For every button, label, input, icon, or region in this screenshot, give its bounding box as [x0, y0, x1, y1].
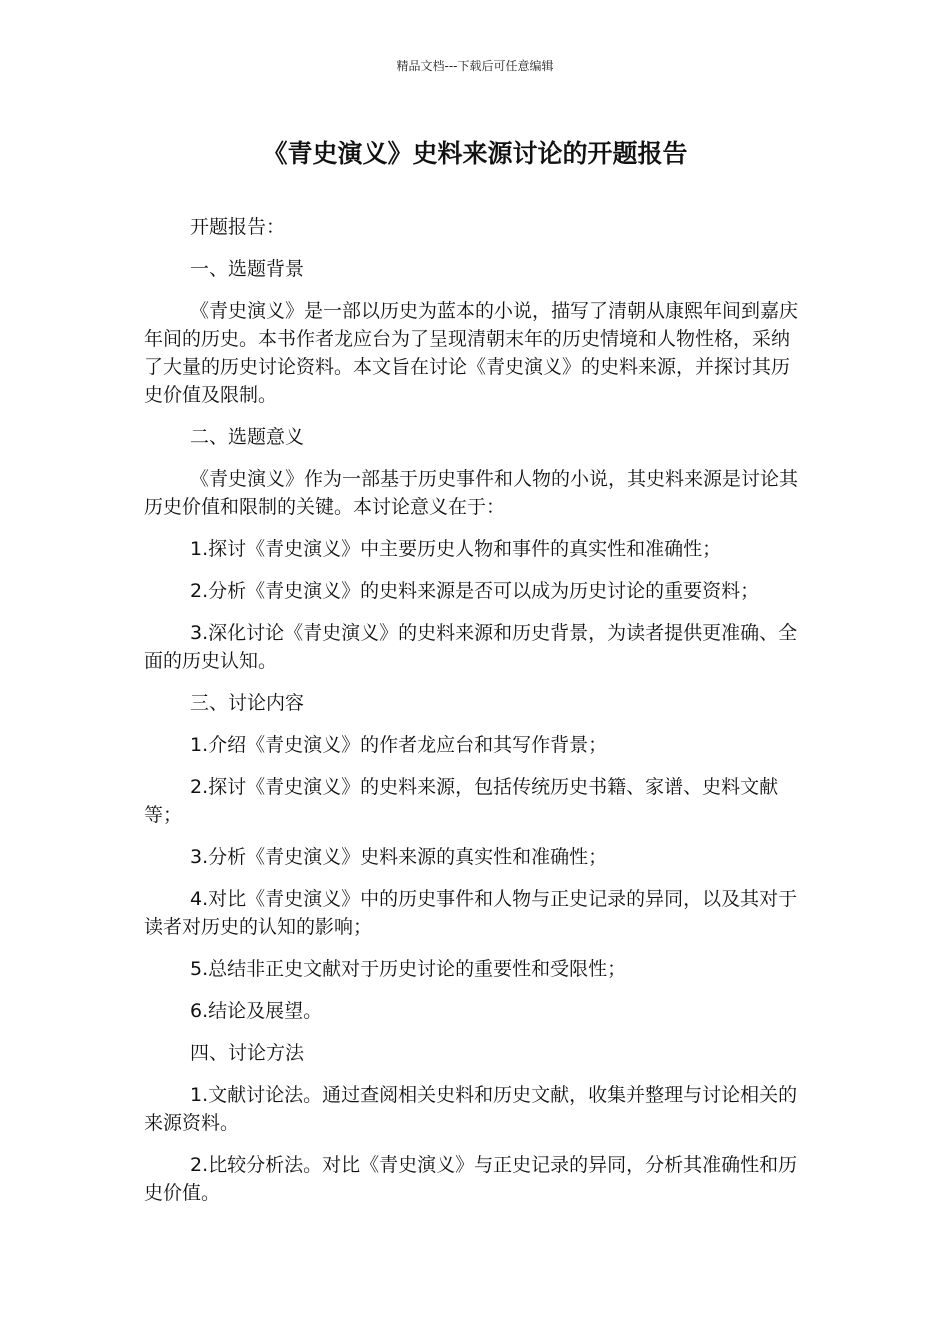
list-item-method-2: 2.比较分析法。对比《青史演义》与正史记录的异同，分析其准确性和历史价值。 — [144, 1154, 798, 1204]
list-item-content-6: 6.结论及展望。 — [190, 1000, 323, 1022]
paragraph-background: 《青史演义》是一部以历史为蓝本的小说，描写了清朝从康熙年间到嘉庆年间的历史。本书作者龙应台为了呈现清朝末年的历史情境和人物性格，采纳了大量的历史讨论资料。本文旨在讨论《青史演义》的史料来源，并探讨其历史价值及限制。 — [144, 300, 799, 406]
paragraph-significance: 《青史演义》作为一部基于历史事件和人物的小说，其史料来源是讨论其历史价值和限制的关键。本讨论意义在于： — [144, 468, 799, 518]
document-body — [144, 213, 804, 1221]
list-item-content-5: 5.总结非正史文献对于历史讨论的重要性和受限性； — [190, 958, 627, 980]
list-item-method-1: 1.文献讨论法。通过查阅相关史料和历史文献，收集并整理与讨论相关的来源资料。 — [144, 1084, 798, 1134]
section-heading-significance: 二、选题意义 — [190, 426, 305, 448]
list-item-content-2: 2.探讨《青史演义》的史料来源，包括传统历史书籍、家谱、史料文献等； — [144, 776, 779, 826]
list-item-content-3: 3.分析《青史演义》史料来源的真实性和准确性； — [190, 846, 608, 868]
page-header-note: 精品文档---下载后可任意编辑 — [396, 59, 554, 73]
section-heading-content: 三、讨论内容 — [190, 692, 305, 714]
section-heading-background: 一、选题背景 — [190, 258, 305, 280]
list-item-content-4: 4.对比《青史演义》中的历史事件和人物与正史记录的异同，以及其对于读者对历史的认知的影响； — [144, 888, 798, 938]
list-item-content-1: 1.介绍《青史演义》的作者龙应台和其写作背景； — [190, 734, 608, 756]
list-item-significance-3: 3.深化讨论《青史演义》的史料来源和历史背景，为读者提供更准确、全面的历史认知。 — [144, 622, 798, 672]
list-item-significance-2: 2.分析《青史演义》的史料来源是否可以成为历史讨论的重要资料； — [190, 580, 760, 602]
paragraph-intro-label: 开题报告： — [190, 216, 286, 238]
section-heading-methods: 四、讨论方法 — [190, 1042, 305, 1064]
list-item-significance-1: 1.探讨《青史演义》中主要历史人物和事件的真实性和准确性； — [190, 538, 722, 560]
document-title: 《青史演义》史料来源讨论的开题报告 — [262, 139, 688, 168]
